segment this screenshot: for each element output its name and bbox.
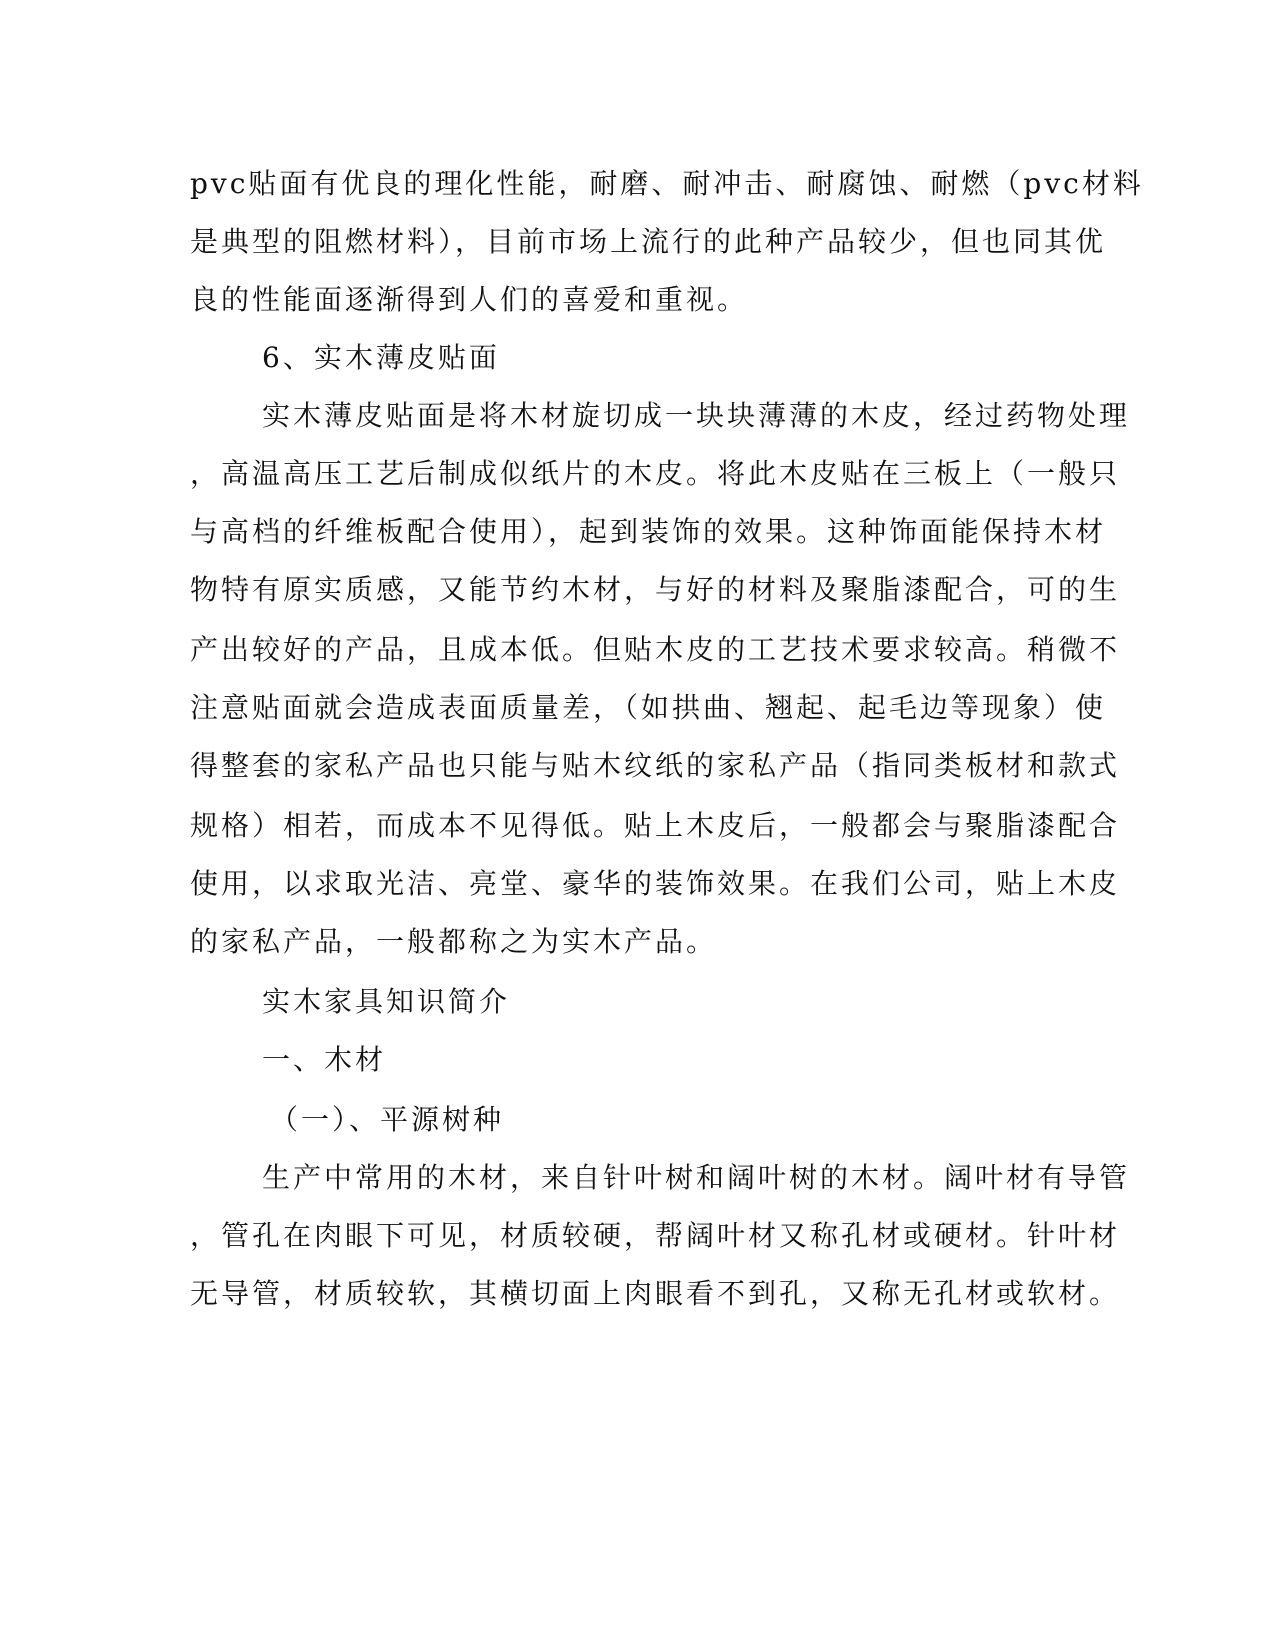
text-line: 规格）相若，而成本不见得低。贴上木皮后，一般都会与聚脂漆配合 [190,809,1121,842]
text-line: 使用，以求取光洁、亮堂、豪华的装饰效果。在我们公司，贴上木皮 [190,867,1121,900]
text-line: 无导管，材质较软，其横切面上肉眼看不到孔，又称无孔材或软材。 [190,1277,1121,1310]
text-line: ，高温高压工艺后制成似纸片的木皮。将此木皮贴在三板上（一般只 [190,457,1121,490]
text-line: 的家私产品，一般都称之为实木产品。 [190,925,718,958]
text-line: pvc贴面有优良的理化性能，耐磨、耐冲击、耐腐蚀、耐燃（pvc材料 [190,167,1144,200]
section-heading: （一）、平源树种 [270,1103,505,1136]
text-line: 良的性能面逐渐得到人们的喜爱和重视。 [190,283,749,316]
text-line: 与高档的纤维板配合使用），起到装饰的效果。这种饰面能保持木材 [190,515,1107,548]
text-line: 实木薄皮贴面是将木材旋切成一块块薄薄的木皮，经过药物处理 [262,399,1131,432]
text-line: 注意贴面就会造成表面质量差，（如拱曲、翘起、起毛边等现象）使 [190,691,1107,724]
section-heading: 实木家具知识简介 [262,985,511,1018]
text-line: 是典型的阻燃材料），目前市场上流行的此种产品较少，但也同其优 [190,225,1107,258]
text-line: 生产中常用的木材，来自针叶树和阔叶树的木材。阔叶材有导管 [262,1161,1131,1194]
text-line: ，管孔在肉眼下可见，材质较硬，帮阔叶材又称孔材或硬材。针叶材 [190,1219,1121,1252]
text-line: 产出较好的产品，且成本低。但贴木皮的工艺技术要求较高。稍微不 [190,633,1121,666]
text-line: 物特有原实质感，又能节约木材，与好的材料及聚脂漆配合，可的生 [190,573,1121,606]
section-heading: 一、木材 [262,1043,387,1076]
text-line: 得整套的家私产品也只能与贴木纹纸的家私产品（指同类板材和款式 [190,749,1121,782]
section-heading: 6、实木薄皮贴面 [262,341,500,374]
